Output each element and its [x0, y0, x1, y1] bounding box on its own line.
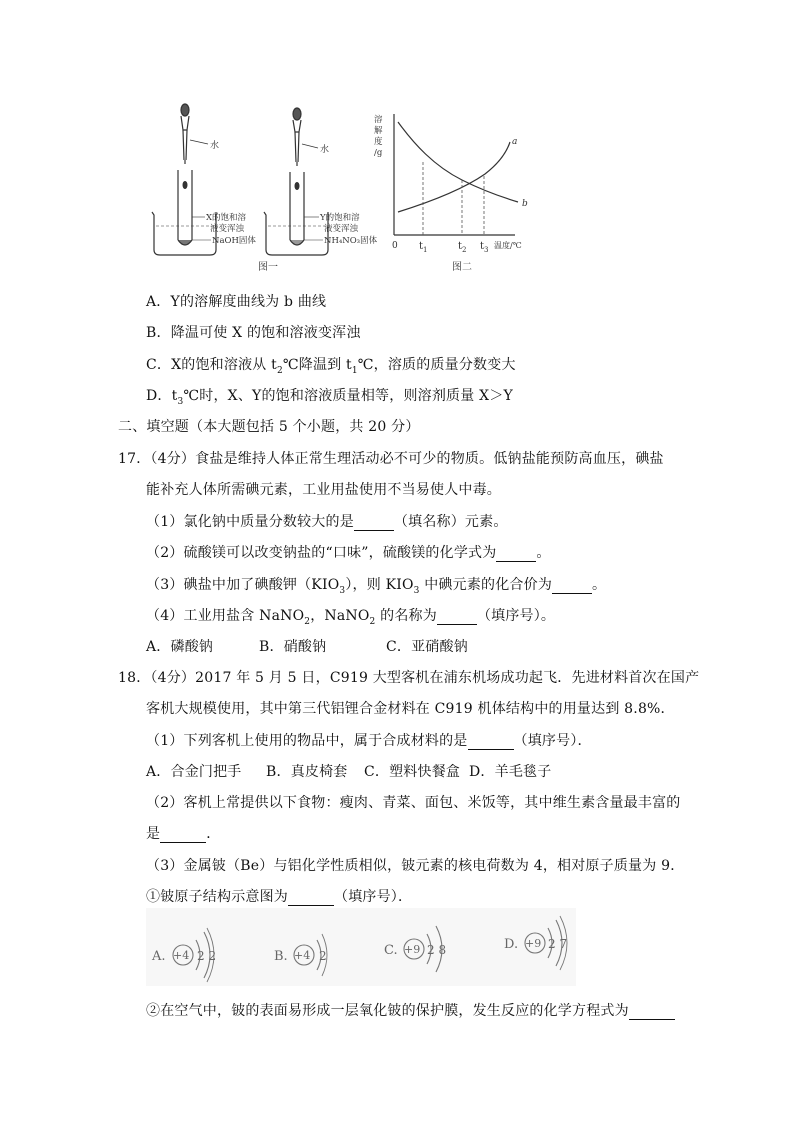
- curve-b: [398, 122, 518, 202]
- y-label-char-3: 度: [374, 137, 383, 147]
- q17-part4-blank[interactable]: [437, 608, 477, 625]
- figure-two-solubility-chart: [370, 110, 545, 275]
- q18-part1: （1）下列客机上使用的物品中，属于合成材料的是 （填序号）．: [146, 733, 592, 749]
- q18-part2-blank[interactable]: [160, 826, 206, 843]
- q17-part3-blank[interactable]: [552, 577, 592, 594]
- tick-t2: $t_2$: [458, 241, 467, 254]
- y-label-char-1: 溶: [374, 115, 383, 125]
- curve-b-label: b: [522, 199, 528, 209]
- tick-t3: $t_3$: [480, 241, 489, 254]
- svg-text:D.: D.: [504, 937, 519, 952]
- q18-stem-line1: 18．（4分）2017 年 5 月 5 日，C919 大型客机在浦东机场成功起飞．先进材料首次在国产: [118, 670, 700, 686]
- q17-part2: （2）硫酸镁可以改变钠盐的“口味”，硫酸镁的化学式为 。: [146, 545, 551, 561]
- q16-option-a: A．Y的溶解度曲线为 b 曲线: [146, 294, 327, 310]
- q18-part3-sub2-blank[interactable]: [629, 1003, 675, 1020]
- left-label-1: X的饱和溶: [206, 213, 247, 223]
- q16-option-c: C．X的饱和溶液从 $t_2℃$降温到 $t_1℃$，溶质的质量分数变大: [146, 357, 516, 376]
- q17-stem-line2: 能补充人体所需碘元素，工业用盐使用不当易使人中毒。: [146, 482, 501, 498]
- section-two-heading: 二、填空题（本大题包括 5 个小题，共 20 分）: [118, 419, 420, 435]
- svg-text:2: 2: [319, 949, 327, 963]
- origin-label: 0: [392, 241, 398, 251]
- q17-option-a: A．磷酸钠: [146, 639, 214, 655]
- right-beaker: [264, 212, 328, 255]
- right-label-2: 液变浑浊: [324, 224, 359, 234]
- left-water-label: 水: [210, 141, 220, 151]
- q17-part3: （3）碘盐中加了碘酸钾$(KIO_3)$，则 $KIO_3$ 中碘元素的化合价为 。: [146, 577, 607, 596]
- q18-part3-sub2: ②在空气中，铍的表面易形成一层氧化铍的保护膜，发生反应的化学方程式为: [146, 1000, 675, 1020]
- q18-part3-sub1-blank[interactable]: [288, 889, 334, 906]
- svg-text:2 8: 2 8: [427, 943, 447, 957]
- figure-one: [140, 100, 378, 275]
- curve-a: [398, 142, 510, 212]
- atom-structure-options: [146, 908, 576, 986]
- right-dropper: [293, 108, 318, 166]
- x-axis-label: 温度/℃: [494, 241, 522, 250]
- q17-option-b: B．硝酸钠: [259, 639, 327, 655]
- q18-part1-option-a: A．合金门把手: [146, 764, 242, 780]
- q17-part1-blank[interactable]: [354, 514, 394, 531]
- right-label-1: Y的饱和溶: [320, 213, 360, 223]
- svg-text:2 7: 2 7: [548, 937, 568, 951]
- q17-stem-line1: 17．（4分）食盐是维持人体正常生理活动必不可少的物质。低钠盐能预防高血压，碘盐: [118, 451, 664, 467]
- q18-part3-sub1: ①铍原子结构示意图为 （填序号）．: [146, 889, 413, 905]
- left-label-3: NaOH固体: [212, 236, 256, 246]
- right-label-3: NH₄NO₃固体: [324, 236, 378, 246]
- q16-option-d: D．$t_3℃$时，X、Y的饱和溶液质量相等，则溶剂质量 X＞Y: [146, 388, 513, 407]
- q17-option-c: C．亚硝酸钠: [386, 639, 468, 655]
- curve-a-label: a: [512, 137, 518, 147]
- svg-text:A.: A.: [152, 949, 166, 964]
- q18-part1-option-b: B．真皮椅套: [266, 764, 348, 780]
- q16-option-b: B．降温可使 X 的饱和溶液变浑浊: [146, 325, 361, 341]
- svg-text:C.: C.: [384, 943, 398, 958]
- q18-part1-blank[interactable]: [468, 733, 514, 750]
- y-label-char-4: /g: [374, 148, 383, 158]
- q18-part2-line2: 是 ．: [146, 826, 221, 842]
- q18-part1-option-c: C．塑料快餐盒: [364, 764, 461, 780]
- q18-part3: （3）金属铍（Be）与铝化学性质相似，铍元素的核电荷数为 4，相对原子质量为 9．: [146, 858, 685, 874]
- figure-one-caption: 图一: [258, 262, 278, 273]
- q17-part1: （1）氯化钠中质量分数较大的是 （填名称）元素。: [146, 514, 508, 530]
- y-label-char-2: 解: [374, 126, 383, 136]
- svg-text:+9: +9: [404, 943, 421, 956]
- left-drop: [183, 181, 188, 189]
- q17-part2-blank[interactable]: [496, 545, 536, 562]
- left-dropper: [181, 104, 208, 164]
- svg-text:+4: +4: [294, 949, 311, 962]
- svg-text:+9: +9: [525, 937, 542, 950]
- right-water-label: 水: [320, 145, 330, 155]
- svg-text:2 2: 2 2: [197, 949, 217, 963]
- figure-two-caption: 图二: [452, 262, 472, 273]
- svg-text:B.: B.: [274, 949, 288, 964]
- tick-t1: $t_1$: [419, 241, 428, 254]
- q18-part2-line1: （2）客机上常提供以下食物：瘦肉、青菜、面包、米饭等，其中维生素含量最丰富的: [146, 795, 681, 811]
- svg-text:+4: +4: [173, 949, 190, 962]
- left-label-2: 液变浑浊: [210, 224, 245, 234]
- q18-part1-option-d: D．羊毛毯子: [469, 764, 552, 780]
- q18-stem-line2: 客机大规模使用，其中第三代铝锂合金材料在 C919 机体结构中的用量达到 8.8%．: [146, 701, 675, 717]
- q17-part4: （4）工业用盐含 NaNO$_2$，NaNO$_2$ 的名称为 （填序号）。: [146, 608, 556, 627]
- right-drop: [295, 182, 300, 190]
